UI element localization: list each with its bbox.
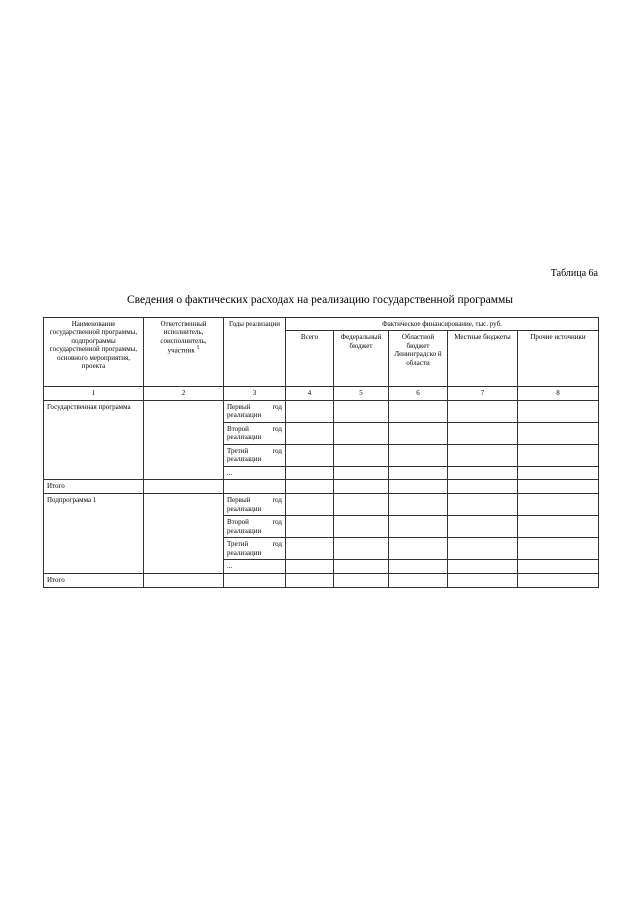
column-number: 4 [286,387,334,400]
header-other: Прочие источники [518,331,599,387]
column-number: 8 [518,387,599,400]
header-name: Наименование государственной программы, подпрограммы государственной программы, основного мероприятия, проекта [44,318,144,387]
column-number: 5 [334,387,389,400]
year-cell-more: ... [224,466,286,479]
table-row [44,494,599,516]
table-row [44,400,599,422]
executor-cell [144,494,224,573]
year-cell: Второй год реализации [224,516,286,538]
year-cell: Первый год реализации [224,494,286,516]
total-row [44,573,599,587]
section-name-cell: Подпрограмма 1 [44,494,144,573]
document-title: Сведения о фактических расходах на реализацию государственной программы [127,294,513,306]
header-years: Годы реализации [224,318,286,387]
header-financing: Фактическое финансирование, тыс. руб. [286,318,599,331]
header-executor: Ответственный исполнитель, соисполнитель, участник $^1$ [144,318,224,387]
column-number: 7 [448,387,518,400]
header-local: Местные бюджеты [448,331,518,387]
table-label: Таблица 6а [550,268,598,279]
year-cell: Третий год реализации [224,538,286,560]
total-label: Итого [44,480,144,494]
column-number-row [44,387,599,400]
column-number: 3 [224,387,286,400]
section-name-cell: Государственная программа [44,400,144,479]
column-number: 1 [44,387,144,400]
column-number: 6 [389,387,448,400]
year-cell: Третий год реализации [224,444,286,466]
financing-table [43,317,599,588]
total-label: Итого [44,573,144,587]
footnote-marker: 1 [196,345,200,352]
year-cell: Второй год реализации [224,422,286,444]
total-row [44,480,599,494]
executor-cell [144,400,224,479]
header-total: Всего [286,331,334,387]
year-cell: Первый год реализации [224,400,286,422]
year-cell-more: ... [224,560,286,573]
header-federal: Федеральный бюджет [334,331,389,387]
column-number: 2 [144,387,224,400]
header-regional: Областной бюджет Ленинградско й области [389,331,448,387]
